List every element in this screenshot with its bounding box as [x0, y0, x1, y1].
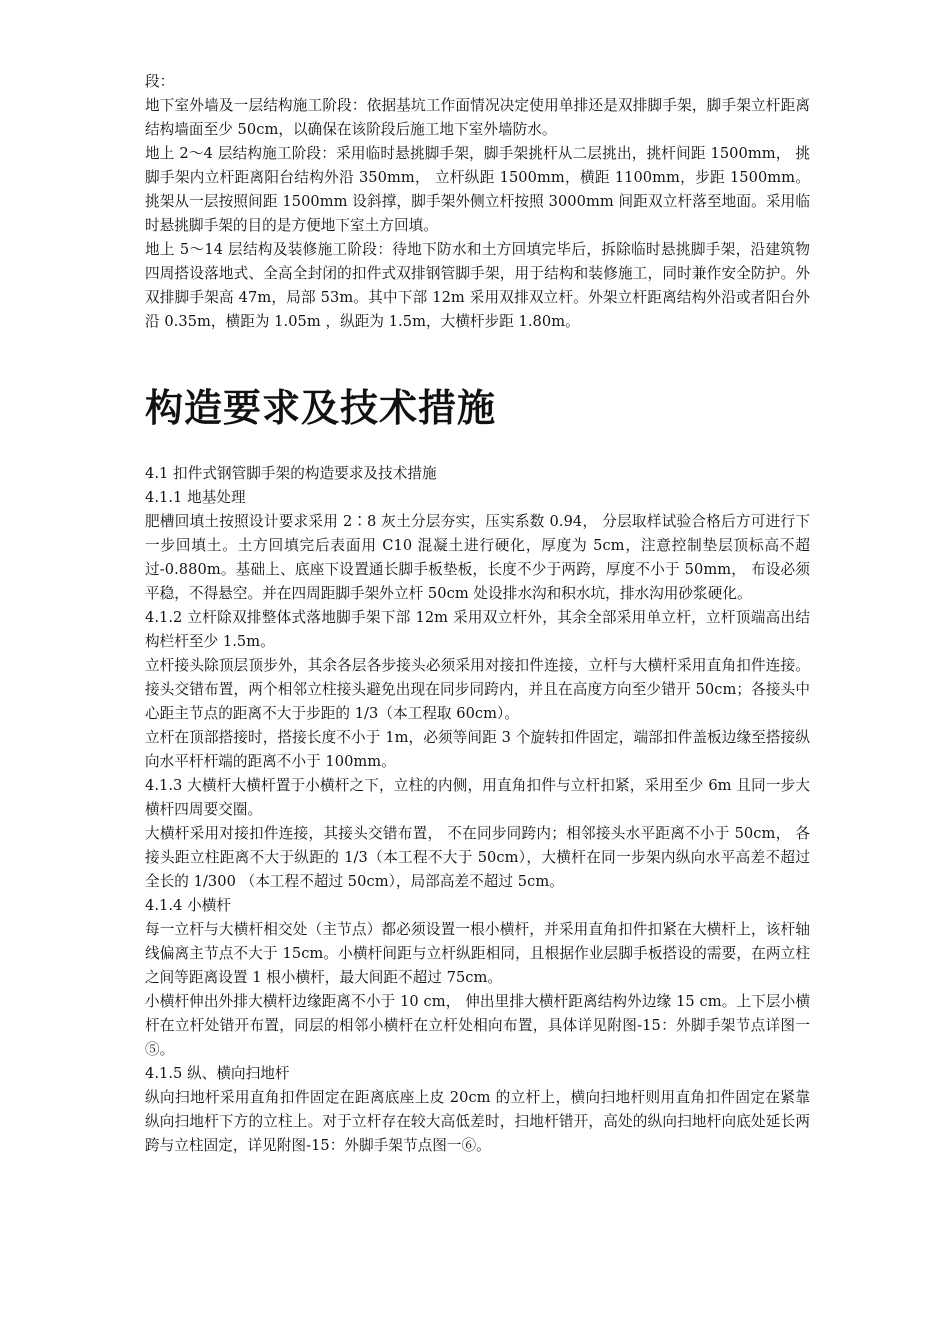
subsection-4-1-title: 4.1 扣件式钢管脚手架的构造要求及技术措施 — [145, 465, 437, 482]
subsection-4-1-1-title: 4.1.1 地基处理 — [145, 489, 246, 506]
paragraph-basement-stage: 地下室外墙及一层结构施工阶段：依据基坑工作面情况决定使用单排还是双排脚手架，脚手架立杆距离结构墙面至少 50cm，以确保在该阶段后施工地下室外墙防水。 — [145, 97, 810, 138]
paragraph-upright-top-lap: 立杆在顶部搭接时，搭接长度不小于 1m，必须等间距 3 个旋转扣件固定，端部扣件盖板边缘至搭接纵向水平杆杆端的距离不小于 100mm。 — [145, 729, 810, 770]
section-heading: 构造要求及技术措施 — [145, 386, 497, 430]
paragraph-foundation-treatment: 肥槽回填土按照设计要求采用 2∶8 灰土分层夯实，压实系数 0.94， 分层取样试验合格后方可进行下一步回填土。土方回填完后表面用 C10 混凝土进行硬化，厚度为 5cm，注意控制垫层顶标高不超过-0.880m。基础上、底座下设置通长脚手板垫板，长度不少于两跨，厚度不小于 50mm， 布设必须平稳，不得悬空。并在四周距脚手架外立杆 50cm 处设排水沟和积水坑，排水沟用砂浆硬化。 — [145, 513, 810, 602]
paragraph-floors-5-14-stage: 地上 5～14 层结构及装修施工阶段：待地下防水和土方回填完毕后，拆除临时悬挑脚手架，沿建筑物四周搭设落地式、全高全封闭的扣件式双排钢管脚手架，用于结构和装修施工，同时兼作安全防护。外双排脚手架高 47m，局部 53m。其中下部 12m 采用双排双立杆。外架立杆距离结构外沿或者阳台外沿 0.35m，横距为 1.05m ，纵距为 1.5m，大横杆步距 1.80m。 — [145, 241, 810, 330]
paragraph-ledger-joints: 大横杆采用对接扣件连接，其接头交错布置， 不在同步同跨内；相邻接头水平距离不小于 50cm， 各接头距立柱距离不大于纵距的 1/3（本工程不大于 50cm），大横杆在同一步架内纵向水平高差不超过全长的 1/300 （本工程不超过 50cm），局部高差不超过 5cm。 — [145, 825, 810, 890]
paragraph-sweep-rods: 纵向扫地杆采用直角扣件固定在距离底座上皮 20cm 的立杆上，横向扫地杆则用直角扣件固定在紧靠纵向扫地杆下方的立柱上。对于立杆存在较大高低差时，扫地杆错开，高处的纵向扫地杆向底处延长两跨与立柱固定，详见附图-15：外脚手架节点图一⑥。 — [145, 1089, 810, 1154]
paragraph-4-1-3-ledgers: 4.1.3 大横杆大横杆置于小横杆之下，立柱的内侧，用直角扣件与立杆扣紧，采用至少 6m 且同一步大横杆四周要交圈。 — [145, 777, 810, 818]
document-page — [145, 70, 810, 1158]
paragraph-transom-extension: 小横杆伸出外排大横杆边缘距离不小于 10 cm， 伸出里排大横杆距离结构外边缘 15 cm。上下层小横杆在立杆处错开布置，同层的相邻小横杆在立杆处相向布置，具体详见附图-15：外脚手架节点详图一⑤。 — [145, 993, 810, 1058]
paragraph-transoms: 每一立杆与大横杆相交处（主节点）都必须设置一根小横杆，并采用直角扣件扣紧在大横杆上，该杆轴线偏离主节点不大于 15cm。小横杆间距与立杆纵距相同，且根据作业层脚手板搭设的需要，在两立柱之间等距离设置 1 根小横杆，最大间距不超过 75cm。 — [145, 921, 810, 986]
paragraph-upright-joints: 立杆接头除顶层顶步外，其余各层各步接头必须采用对接扣件连接，立杆与大横杆采用直角扣件连接。接头交错布置，两个相邻立柱接头避免出现在同步同跨内，并且在高度方向至少错开 50cm；各接头中心距主节点的距离不大于步距的 1/3（本工程取 60cm）。 — [145, 657, 810, 722]
paragraph-stage-end: 段： — [145, 73, 175, 90]
paragraph-4-1-2-uprights: 4.1.2 立杆除双排整体式落地脚手架下部 12m 采用双立杆外，其余全部采用单立杆，立杆顶端高出结构栏杆至少 1.5m。 — [145, 609, 810, 650]
subsection-4-1-5-title: 4.1.5 纵、横向扫地杆 — [145, 1065, 290, 1082]
paragraph-floors-2-4-stage: 地上 2～4 层结构施工阶段：采用临时悬挑脚手架，脚手架挑杆从二层挑出，挑杆间距 1500mm， 挑脚手架内立杆距离阳台结构外沿 350mm， 立杆纵距 1500mm，横距 1100mm，步距 1500mm。挑架从一层按照间距 1500mm 设斜撑，脚手架外侧立杆按照 3000mm 间距双立杆落至地面。采用临时悬挑脚手架的目的是方便地下室土方回填。 — [145, 145, 810, 234]
subsection-4-1-4-title: 4.1.4 小横杆 — [145, 897, 232, 914]
